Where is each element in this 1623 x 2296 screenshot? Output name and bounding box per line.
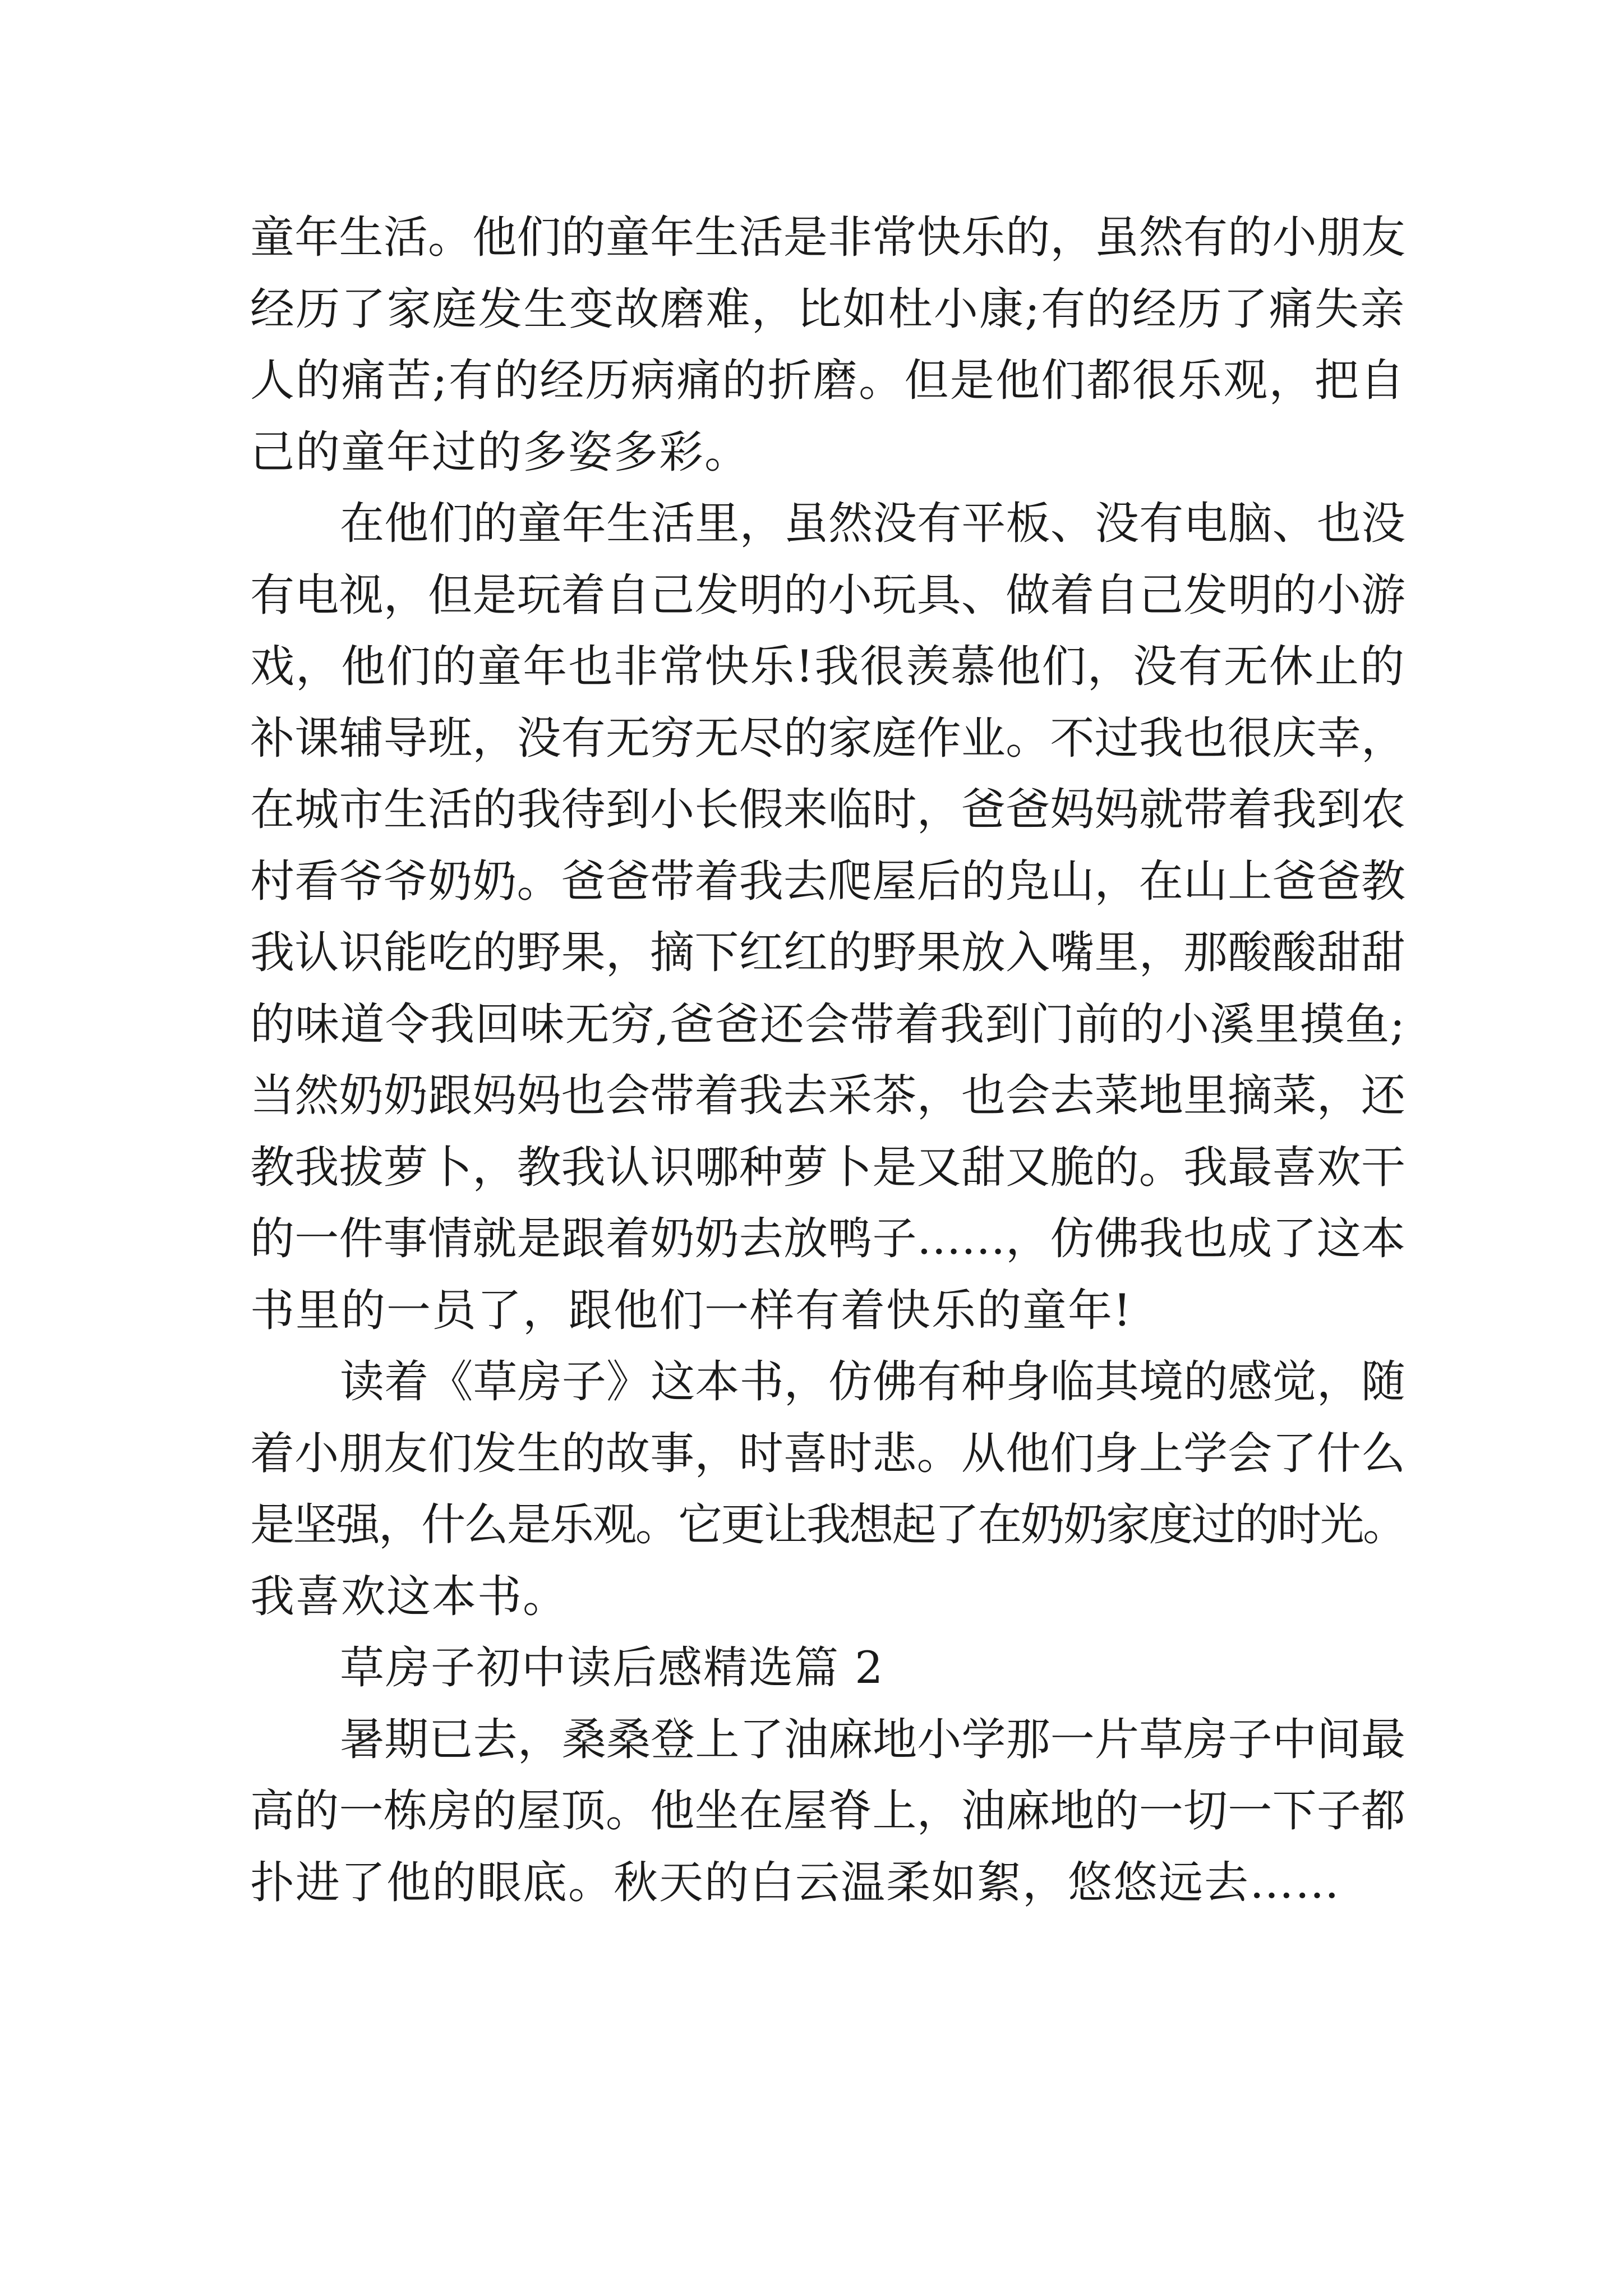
text-line: 的一件事情就是跟着奶奶去放鸭子……，仿佛我也成了这本	[250, 1213, 1405, 1264]
text-line: 我认识能吃的野果，摘下红红的野果放入嘴里，那酸酸甜甜	[250, 927, 1405, 978]
text-line: 经历了家庭发生变故磨难，比如杜小康;有的经历了痛失亲	[250, 283, 1405, 335]
text-line: 是坚强，什么是乐观。它更让我想起了在奶奶家度过的时光。	[250, 1499, 1405, 1550]
text-line: 在他们的童年生活里，虽然没有平板、没有电脑、也没	[340, 498, 1405, 549]
text-line: 童年生活。他们的童年生活是非常快乐的，虽然有的小朋友	[250, 211, 1405, 263]
text-line: 村看爷爷奶奶。爸爸带着我去爬屋后的凫山，在山上爸爸教	[250, 855, 1405, 907]
document-body	[250, 202, 1405, 1918]
text-line: 书里的一员了，跟他们一样有着快乐的童年!	[250, 1284, 1132, 1336]
text-line: 人的痛苦;有的经历病痛的折磨。但是他们都很乐观，把自	[250, 355, 1405, 406]
text-line: 当然奶奶跟妈妈也会带着我去采茶，也会去菜地里摘菜，还	[250, 1070, 1405, 1121]
text-line: 的味道令我回味无穷,爸爸还会带着我到门前的小溪里摸鱼;	[250, 998, 1405, 1050]
text-line: 着小朋友们发生的故事，时喜时悲。从他们身上学会了什么	[250, 1427, 1405, 1479]
text-line: 戏，他们的童年也非常快乐!我很羡慕他们，没有无休止的	[250, 641, 1405, 692]
text-line: 我喜欢这本书。	[250, 1570, 568, 1622]
text-line: 己的童年过的多姿多彩。	[250, 426, 750, 478]
text-line: 在城市生活的我待到小长假来临时，爸爸妈妈就带着我到农	[250, 784, 1405, 835]
text-line: 补课辅导班，没有无穷无尽的家庭作业。不过我也很庆幸，	[250, 712, 1405, 764]
text-line: 读着《草房子》这本书，仿佛有种身临其境的感觉，随	[340, 1356, 1405, 1407]
text-line: 有电视，但是玩着自己发明的小玩具、做着自己发明的小游	[250, 569, 1405, 621]
text-line: 教我拔萝卜，教我认识哪种萝卜是又甜又脆的。我最喜欢干	[250, 1141, 1405, 1193]
text-line: 扑进了他的眼底。秋天的白云温柔如絮，悠悠远去……	[250, 1856, 1340, 1908]
text-line: 暑期已去，桑桑登上了油麻地小学那一片草房子中间最	[340, 1713, 1405, 1765]
section-heading: 草房子初中读后感精选篇 2	[340, 1642, 884, 1694]
text-line: 高的一栋房的屋顶。他坐在屋脊上，油麻地的一切一下子都	[250, 1785, 1405, 1837]
